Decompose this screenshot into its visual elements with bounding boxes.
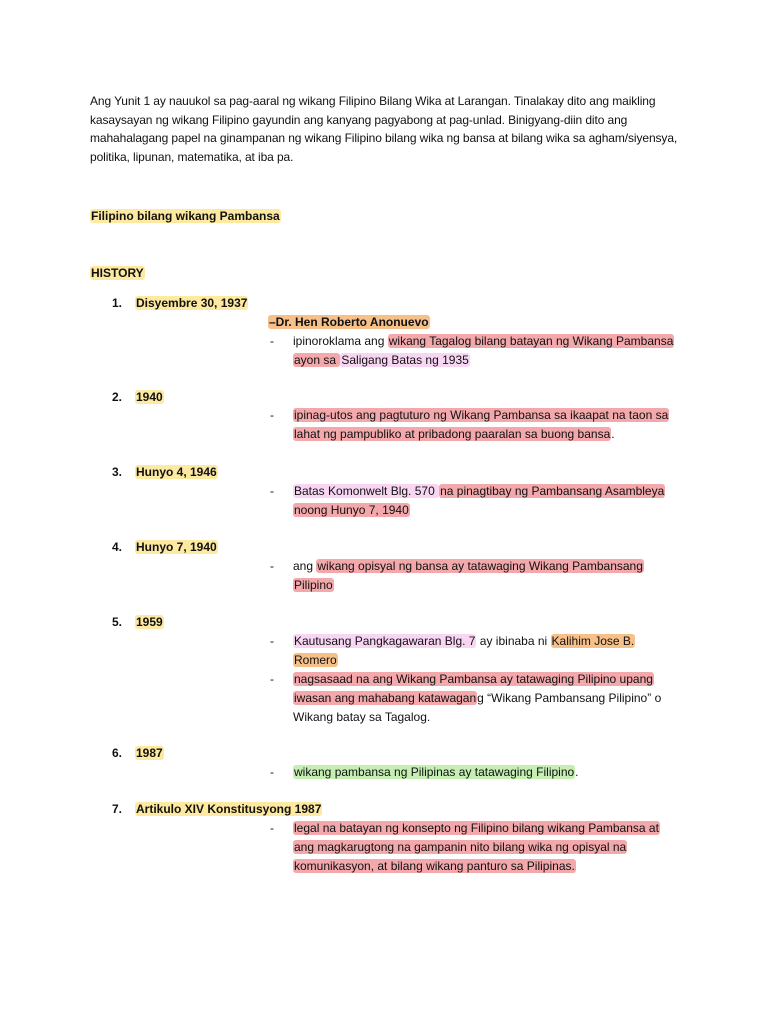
history-item-5-bullet-1: - Kautusang Pangkagawaran Blg. 7 ay ibinaba ni Kalihim Jose B. Romero xyxy=(270,634,635,667)
history-item-6-bullet: - wikang pambansa ng Pilipinas ay tatawaging Filipino. xyxy=(270,765,579,779)
intro-paragraph: Ang Yunit 1 ay nauukol sa pag-aaral ng wikang Filipino Bilang Wika at Larangan. Tinalakay dito ang maikling kasaysayan ng wikang Filipino gayundin ang kanyang pagyabong at pag-unlad. Binigyang-diin dito ang mahahalagang papel na ginampanan ng wikang Filipino bilang wika ng bansa at bilang wika sa agham/siyensya, politika, lipunan, matematika, at iba pa. xyxy=(90,94,678,164)
history-item-3-heading: 3. Hunyo 4, 1946 xyxy=(112,465,217,479)
section-title: Filipino bilang wikang Pambansa xyxy=(91,209,280,223)
history-item-4-heading: 4. Hunyo 7, 1940 xyxy=(112,540,217,554)
history-item-7-heading: 7. Artikulo XIV Konstitusyong 1987 xyxy=(112,802,322,816)
history-item-2-bullet: - ipinag-utos ang pagtuturo ng Wikang Pambansa sa ikaapat na taon sa lahat ng pampubliko at pribadong paaralan sa buong bansa. xyxy=(270,408,669,441)
history-item-1-author: –Dr. Hen Roberto Anonuevo xyxy=(269,315,429,329)
history-item-5-heading: 5. 1959 xyxy=(112,615,163,629)
history-item-5-bullet-2: - nagsasaad na ang Wikang Pambansa ay tatawaging Pilipino upang iwasan ang mahabang katawagang “Wikang Pambansang Pilipino” o Wikang batay sa Tagalog. xyxy=(270,672,662,724)
history-title: HISTORY xyxy=(91,266,144,280)
history-item-7-bullet: - legal na batayan ng konsepto ng Filipino bilang wikang Pambansa at ang magkarugtong na gampanin nito bilang wika ng opisyal na komunikasyon, at bilang wikang panturo sa Pilipinas. xyxy=(270,821,659,873)
history-item-2-heading: 2. 1940 xyxy=(112,390,163,404)
history-item-4-bullet: - ang wikang opisyal ng bansa ay tatawaging Wikang Pambansang Pilipino xyxy=(270,559,643,592)
history-item-3-bullet: - Batas Komonwelt Blg. 570 na pinagtibay ng Pambansang Asambleya noong Hunyo 7, 1940 xyxy=(270,484,665,517)
history-item-1-bullet: - ipinoroklama ang wikang Tagalog bilang batayan ng Wikang Pambansa ayon sa Saligang Batas ng 1935 xyxy=(270,334,674,367)
history-item-6-heading: 6. 1987 xyxy=(112,746,163,760)
history-item-1-heading: 1. Disyembre 30, 1937 xyxy=(112,296,248,310)
